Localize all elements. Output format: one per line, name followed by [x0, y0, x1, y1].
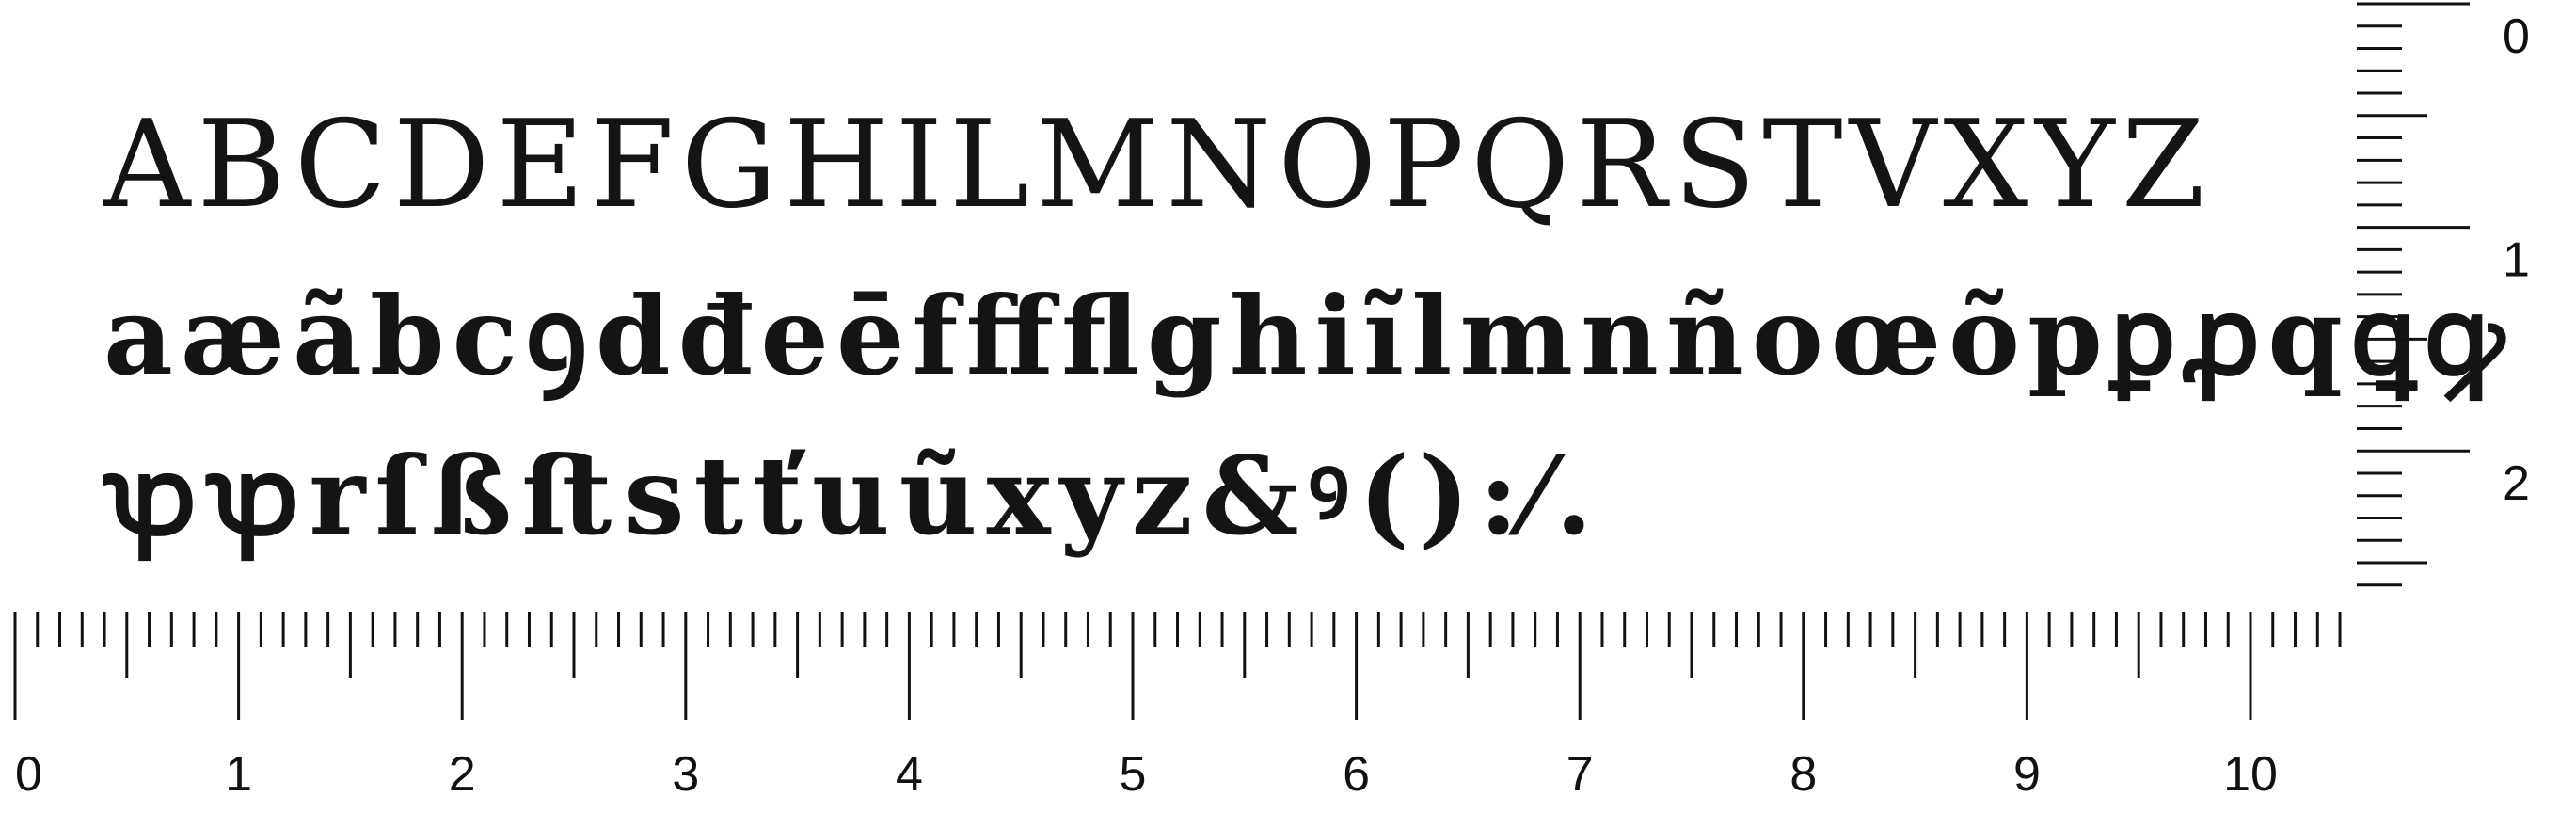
horizontal-ruler-label: 3 [672, 747, 700, 802]
uppercase-alphabet: ABCDEFGHILMNOPQRSTVXYZ [103, 95, 2212, 235]
horizontal-ruler-label: 2 [448, 747, 476, 802]
horizontal-ruler-label: 5 [1119, 747, 1147, 802]
vertical-ruler-label: 1 [2503, 232, 2530, 288]
vertical-ruler-ticks [2357, 4, 2470, 585]
vertical-ruler-label: 0 [2503, 9, 2530, 64]
horizontal-ruler-label: 4 [895, 747, 923, 802]
horizontal-ruler-label: 0 [15, 747, 42, 802]
horizontal-ruler-label: 6 [1343, 747, 1371, 802]
horizontal-ruler-label: 8 [1789, 747, 1818, 802]
horizontal-ruler-label: 10 [2223, 747, 2278, 802]
horizontal-ruler-ticks [15, 612, 2340, 720]
lowercase-alphabet: aæãbcꝯdđeēfﬀﬂghiĩlmnñoœõpꝑꝓqꝗꝙ [103, 273, 2512, 399]
vertical-ruler-label: 2 [2503, 456, 2530, 512]
horizontal-ruler-label: 7 [1566, 747, 1594, 802]
horizontal-ruler-label: 9 [2012, 747, 2041, 802]
horizontal-ruler-label: 1 [225, 747, 253, 802]
special-characters: ꝕꝕrſßﬅstťuũxyz&ꝰ():⁄. [103, 433, 1602, 559]
horizontal-ruler-labels [15, 747, 2278, 802]
vertical-ruler-labels [2503, 9, 2530, 511]
